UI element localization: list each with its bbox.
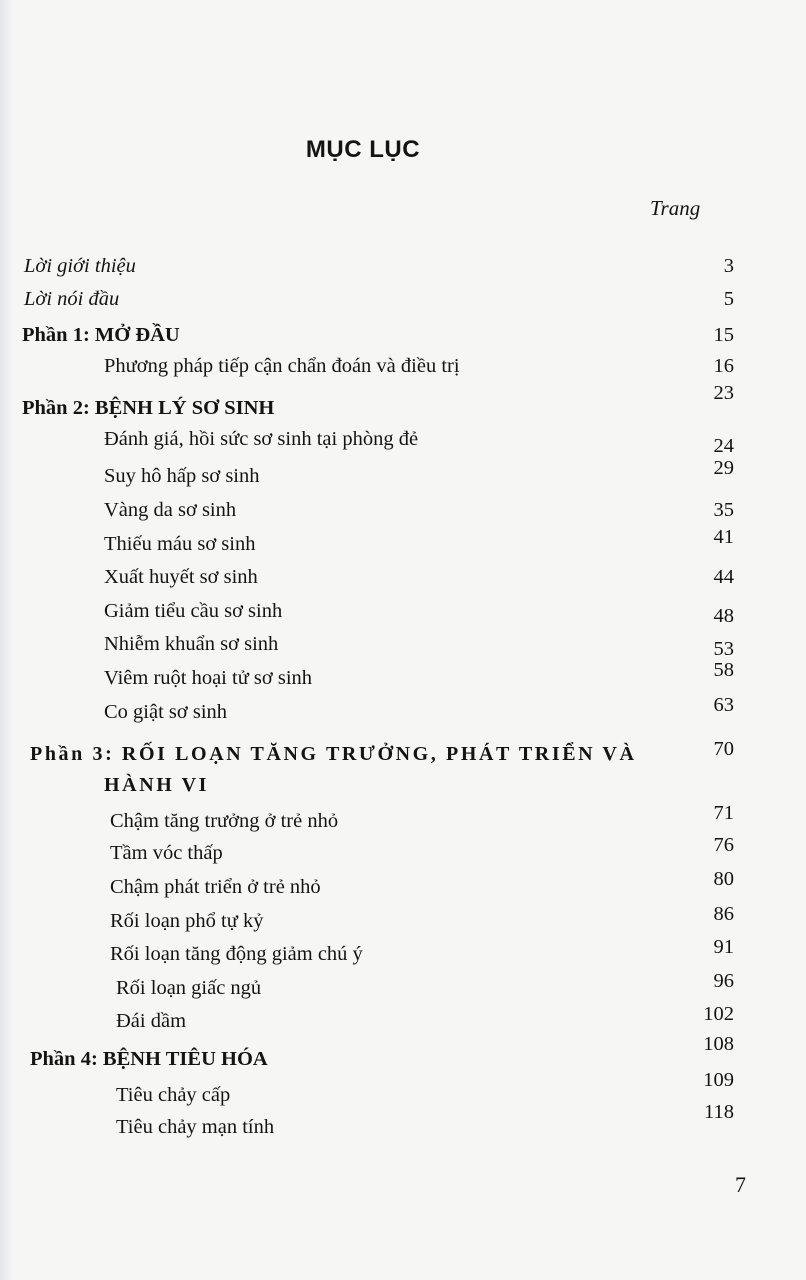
toc-entry-title: Phần 1: MỞ ĐẦU xyxy=(22,324,180,346)
toc-entry-page: 3 xyxy=(723,255,734,277)
toc-entry-title: Tiêu chảy mạn tính xyxy=(116,1116,275,1138)
toc-entry-page: 71 xyxy=(713,802,734,824)
toc-entry-title: Tầm vóc thấp xyxy=(110,842,223,864)
toc-part-heading xyxy=(0,320,806,350)
toc-entry xyxy=(0,495,806,525)
toc-entry-page: 63 xyxy=(713,694,734,716)
toc-entry-title: HÀNH VI xyxy=(104,774,210,796)
page-title: MỤC LỤC xyxy=(305,136,421,163)
toc-entry-title: Tiêu chảy cấp xyxy=(116,1084,231,1106)
toc-entry-page: 24 xyxy=(713,435,734,457)
toc-entry-page: 80 xyxy=(713,868,734,890)
toc-entry-page: 96 xyxy=(713,970,734,992)
toc-entry-title: Phần 2: BỆNH LÝ SƠ SINH xyxy=(22,397,275,419)
toc-entry xyxy=(0,596,806,626)
toc-entry-title: Đái dầm xyxy=(116,1010,187,1032)
toc-entry xyxy=(0,868,806,902)
toc-entry xyxy=(0,424,806,457)
toc-entry-title: Rối loạn tăng động giảm chú ý xyxy=(110,943,363,965)
toc-entry-page: 15 xyxy=(713,324,734,346)
toc-entry xyxy=(0,903,806,936)
toc-entry xyxy=(0,1101,806,1142)
toc-entry-page: 109 xyxy=(703,1069,734,1091)
toc-entry xyxy=(0,802,806,836)
toc-entry-title: Suy hô hấp sơ sinh xyxy=(104,465,260,487)
toc-entry-title: Thiếu máu sơ sinh xyxy=(104,533,256,555)
toc-part-heading-continued xyxy=(0,770,806,800)
toc-entry-title: Co giật sơ sinh xyxy=(104,701,228,723)
toc-entry xyxy=(0,562,806,592)
toc-entry-title: Xuất huyết sơ sinh xyxy=(104,566,258,588)
toc-entry-page: 108 xyxy=(703,1033,734,1055)
toc-entry-title: Lời nói đầu xyxy=(24,288,120,310)
toc-entry xyxy=(0,457,806,491)
toc-entry-page: 48 xyxy=(713,605,734,627)
toc-entry-page: 16 xyxy=(713,355,734,377)
toc-entry xyxy=(0,970,806,1003)
toc-entry-title: Đánh giá, hồi sức sơ sinh tại phòng đẻ xyxy=(104,428,419,450)
toc-entry-page: 58 xyxy=(713,659,734,681)
toc-entry-title: Lời giới thiệu xyxy=(24,255,136,277)
toc-entry xyxy=(0,284,806,314)
toc-entry xyxy=(0,526,806,559)
toc-entry-title: Rối loạn phổ tự kỷ xyxy=(110,910,264,932)
toc-entry xyxy=(0,251,806,281)
toc-entry-title: Vàng da sơ sinh xyxy=(104,499,237,521)
toc-part-heading xyxy=(0,1033,806,1074)
toc-entry-title: Chậm tăng trưởng ở trẻ nhỏ xyxy=(110,810,339,832)
toc-entry-page: 102 xyxy=(703,1003,734,1025)
toc-entry-page: 35 xyxy=(713,499,734,521)
toc-entry-title: Phần 4: BỆNH TIÊU HÓA xyxy=(30,1048,268,1070)
toc-entry-page: 29 xyxy=(713,457,734,479)
toc-entry xyxy=(0,936,806,969)
toc-entry-title: Phần 3: RỐI LOẠN TĂNG TRƯỞNG, PHÁT TRIỂN VÀ xyxy=(30,743,637,765)
toc-entry xyxy=(0,1069,806,1110)
toc-entry-page: 5 xyxy=(723,288,734,310)
toc-entry-page: 91 xyxy=(713,936,734,958)
page-number: 7 xyxy=(735,1172,746,1197)
toc-entry-page: 86 xyxy=(713,903,734,925)
toc-part-heading xyxy=(0,382,806,423)
toc-entry-page: 53 xyxy=(713,638,734,660)
toc-entry xyxy=(0,694,806,727)
toc-entry-title: Viêm ruột hoại tử sơ sinh xyxy=(104,667,313,689)
toc-entry-title: Giảm tiểu cầu sơ sinh xyxy=(104,600,283,622)
toc-entry-title: Chậm phát triển ở trẻ nhỏ xyxy=(110,876,321,898)
toc-entry xyxy=(0,629,806,659)
toc-entry-page: 118 xyxy=(704,1101,734,1123)
toc-entry-page: 44 xyxy=(713,566,734,588)
toc-entry xyxy=(0,351,806,381)
toc-entry-page: 41 xyxy=(713,526,734,548)
toc-entry-page: 70 xyxy=(713,738,734,760)
toc-entry-page: 23 xyxy=(713,382,734,404)
page-column-label: Trang xyxy=(650,196,701,220)
toc-entry-title: Rối loạn giấc ngủ xyxy=(116,977,262,999)
toc-entry-title: Nhiễm khuẩn sơ sinh xyxy=(104,633,279,655)
toc-part-heading xyxy=(0,739,806,769)
toc-entry xyxy=(0,1003,806,1036)
toc-entry xyxy=(0,834,806,868)
toc-entry-title: Phương pháp tiếp cận chẩn đoán và điều trị xyxy=(104,355,460,377)
toc-entry xyxy=(0,659,806,693)
toc-entry-page: 76 xyxy=(713,834,734,856)
